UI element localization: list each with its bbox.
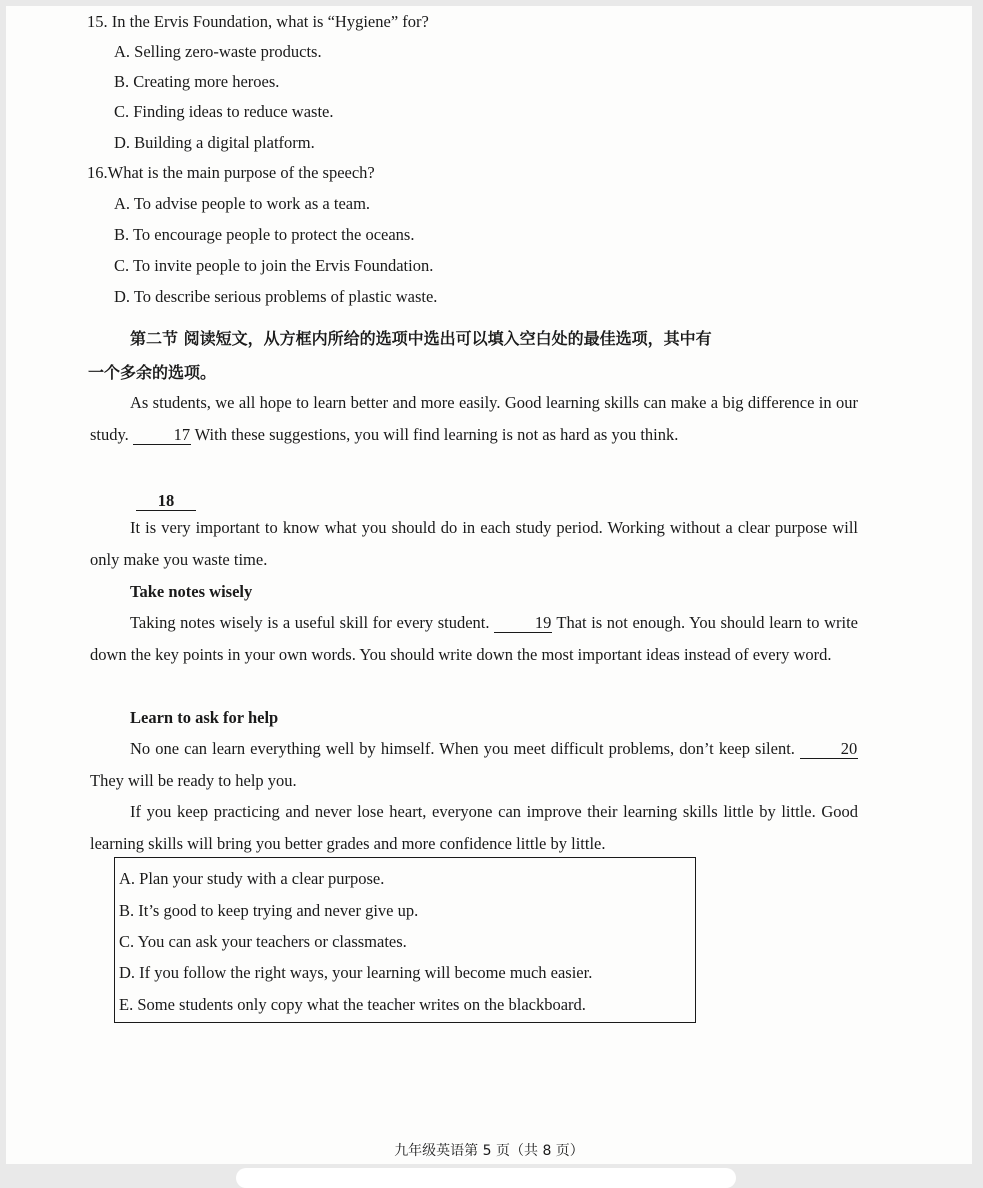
box-option-d: D. If you follow the right ways, your learning will become much easier. (119, 963, 593, 982)
question-16-option-c: C. To invite people to join the Ervis Foundation. (114, 256, 434, 275)
passage-p1-part2: With these suggestions, you will find learning is not as hard as you think. (190, 425, 679, 444)
box-option-b: B. It’s good to keep trying and never give up. (119, 901, 419, 920)
passage-p4-part2: They will be ready to help you. (90, 771, 297, 790)
passage-paragraph-2: It is very important to know what you should do in each study period. Working without a clear purpose will only make you waste time. (90, 518, 858, 569)
answer-options-box (114, 857, 696, 1023)
viewer-bottom-bar (236, 1168, 736, 1188)
passage-p3-part2: That is not enough. You should learn to write down the key points in your own words. You should write down the most important ideas instead of every word. (90, 613, 858, 664)
question-15-option-a: A. Selling zero-waste products. (114, 42, 322, 61)
question-16-option-a: A. To advise people to work as a team. (114, 194, 371, 213)
blank-18-heading (136, 490, 196, 512)
passage-paragraph-1 (90, 387, 858, 451)
passage-paragraph-3 (90, 607, 858, 671)
question-15-stem: 15. In the Ervis Foundation, what is “Hygiene” for? (87, 12, 429, 31)
passage-paragraph-5: If you keep practicing and never lose heart, everyone can improve their learning skills little by little. Good learning skills will bring you better grades and more confidence little by little. (90, 802, 858, 853)
question-15-option-d: D. Building a digital platform. (114, 133, 315, 152)
passage-p3-part1: Taking notes wisely is a useful skill for every student. (130, 613, 495, 632)
question-15-option-c: C. Finding ideas to reduce waste. (114, 102, 334, 121)
blank-18: 18 (136, 492, 196, 511)
heading-take-notes: Take notes wisely (130, 582, 253, 601)
blank-17: 17 (133, 426, 191, 445)
page-footer: 九年级英语第 5 页（共 8 页） (394, 1143, 584, 1159)
passage-paragraph-4 (90, 733, 858, 797)
section2-instruction-line1: 第二节 阅读短文，从方框内所给的选项中选出可以填入空白处的最佳选项，其中有 (130, 329, 712, 348)
heading-ask-for-help: Learn to ask for help (130, 708, 279, 727)
box-option-e: E. Some students only copy what the teacher writes on the blackboard. (119, 995, 586, 1014)
passage-p4-part1: No one can learn everything well by himself. When you meet difficult problems, don’t keep silent. (130, 739, 800, 758)
question-16-option-b: B. To encourage people to protect the oceans. (114, 225, 415, 244)
question-16-stem: 16.What is the main purpose of the speech? (87, 163, 375, 182)
blank-20: 20 (800, 740, 858, 759)
section2-instruction-line2: 一个多余的选项。 (88, 363, 217, 382)
exam-page (6, 6, 972, 1164)
box-option-c: C. You can ask your teachers or classmates. (119, 932, 407, 951)
passage-p1-part1: As students, we all hope to learn better and more easily. Good learning skills can make a big difference in our study. (90, 393, 858, 444)
blank-19: 19 (494, 614, 552, 633)
question-16-option-d: D. To describe serious problems of plastic waste. (114, 287, 438, 306)
question-15-option-b: B. Creating more heroes. (114, 72, 280, 91)
box-option-a: A. Plan your study with a clear purpose. (119, 869, 385, 888)
